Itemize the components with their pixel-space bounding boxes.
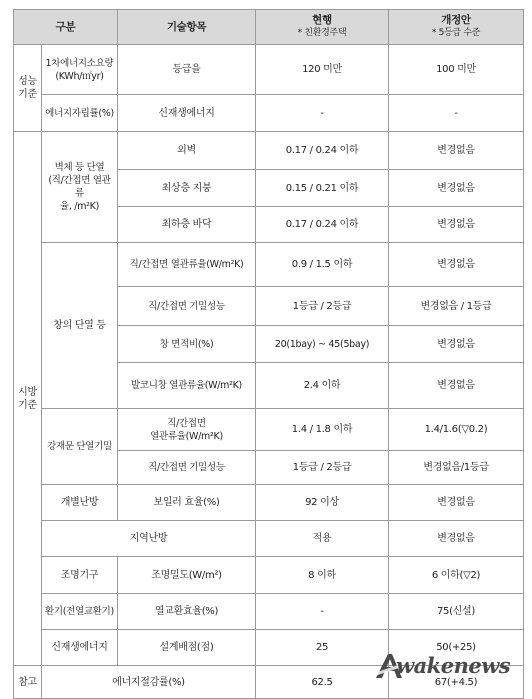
table-row xyxy=(14,594,524,630)
row-item: 직/간접면 열관류율(W/m²K) xyxy=(118,409,256,451)
row-revised: - xyxy=(389,95,524,132)
table-row xyxy=(14,45,524,95)
table-row xyxy=(14,409,524,451)
row-item: 설계배점(점) xyxy=(118,630,256,666)
header-item: 기술항목 xyxy=(118,10,256,45)
row-revised: 변경없음 xyxy=(389,485,524,521)
row-current: - xyxy=(256,594,389,630)
row-revised: 변경없음 xyxy=(389,207,524,243)
row-item: 직/간접면 열관류율(W/m²K) xyxy=(118,243,256,287)
table-row xyxy=(14,485,524,521)
row-category: 환기(전열교환기) xyxy=(42,594,118,630)
row-current: - xyxy=(256,95,389,132)
row-category: 신재생에너지 xyxy=(42,630,118,666)
row-current: 92 이상 xyxy=(256,485,389,521)
row-item: 보일러 효율(%) xyxy=(118,485,256,521)
row-current: 8 이하 xyxy=(256,557,389,594)
row-revised: 변경없음/1등급 xyxy=(389,451,524,485)
row-item: 직/간접면 기밀성능 xyxy=(118,451,256,485)
group-construction: 시방 기준 xyxy=(14,132,42,666)
row-current: 0.17 / 0.24 이하 xyxy=(256,132,389,170)
row-item: 등급을 xyxy=(118,45,256,95)
row-item: 외벽 xyxy=(118,132,256,170)
table-row xyxy=(14,557,524,594)
row-current: 0.17 / 0.24 이하 xyxy=(256,207,389,243)
header-current: 현행 * 친환경주택 xyxy=(256,10,389,45)
row-category: 지역난방 xyxy=(42,521,256,557)
row-current: 1등급 / 2등급 xyxy=(256,451,389,485)
row-revised: 50(+25) xyxy=(389,630,524,666)
row-current: 120 미만 xyxy=(256,45,389,95)
table-row xyxy=(14,95,524,132)
row-category: 개별난방 xyxy=(42,485,118,521)
row-current: 1.4 / 1.8 이하 xyxy=(256,409,389,451)
row-item: 직/간접면 기밀성능 xyxy=(118,287,256,326)
row-current: 0.15 / 0.21 이하 xyxy=(256,170,389,207)
row-current: 적용 xyxy=(256,521,389,557)
row-current: 62.5 xyxy=(256,666,389,699)
table-row xyxy=(14,132,524,170)
row-category: 벽체 등 단열 (직/간접면 열관류 율, /m²K) xyxy=(42,132,118,243)
row-revised: 1.4/1.6(▽0.2) xyxy=(389,409,524,451)
watermark-text: wakenews xyxy=(396,653,511,678)
row-item: 에너지절감률(%) xyxy=(42,666,256,699)
row-item: 최하층 바닥 xyxy=(118,207,256,243)
row-revised: 변경없음 xyxy=(389,132,524,170)
row-category: 1차에너지소요량 (KWh/㎡yr) xyxy=(42,45,118,95)
row-current: 1등급 / 2등급 xyxy=(256,287,389,326)
row-item: 최상층 지붕 xyxy=(118,170,256,207)
row-revised: 변경없음 xyxy=(389,521,524,557)
row-item: 창 면적비(%) xyxy=(118,326,256,363)
group-reference: 참고 xyxy=(14,666,42,699)
row-revised: 변경없음 xyxy=(389,326,524,363)
row-revised: 100 미만 xyxy=(389,45,524,95)
header-category: 구분 xyxy=(14,10,118,45)
row-current: 25 xyxy=(256,630,389,666)
row-revised: 6 이하(▽2) xyxy=(389,557,524,594)
row-revised: 변경없음 xyxy=(389,170,524,207)
table-row xyxy=(14,521,524,557)
table-header-row xyxy=(14,10,524,45)
group-performance: 성능 기준 xyxy=(14,45,42,132)
energy-standard-table xyxy=(13,9,524,699)
row-revised: 67(+4.5) xyxy=(389,666,524,699)
row-item: 발코니창 열관류율(W/m²K) xyxy=(118,363,256,409)
row-category: 창의 단열 등 xyxy=(42,243,118,409)
row-category: 에너지자립률(%) xyxy=(42,95,118,132)
row-revised: 변경없음 xyxy=(389,243,524,287)
row-current: 20(1bay) ~ 45(5bay) xyxy=(256,326,389,363)
row-category: 조명기구 xyxy=(42,557,118,594)
row-item: 조명밀도(W/m²) xyxy=(118,557,256,594)
row-current: 2.4 이하 xyxy=(256,363,389,409)
row-category: 강재문 단열기밀 xyxy=(42,409,118,485)
header-revised: 개정안 * 5등급 수준 xyxy=(389,10,524,45)
row-current: 0.9 / 1.5 이하 xyxy=(256,243,389,287)
row-revised: 변경없음 xyxy=(389,363,524,409)
table-row xyxy=(14,243,524,287)
row-revised: 75(신설) xyxy=(389,594,524,630)
row-revised: 변경없음 / 1등급 xyxy=(389,287,524,326)
row-item: 신재생에너지 xyxy=(118,95,256,132)
row-item: 열교환효율(%) xyxy=(118,594,256,630)
